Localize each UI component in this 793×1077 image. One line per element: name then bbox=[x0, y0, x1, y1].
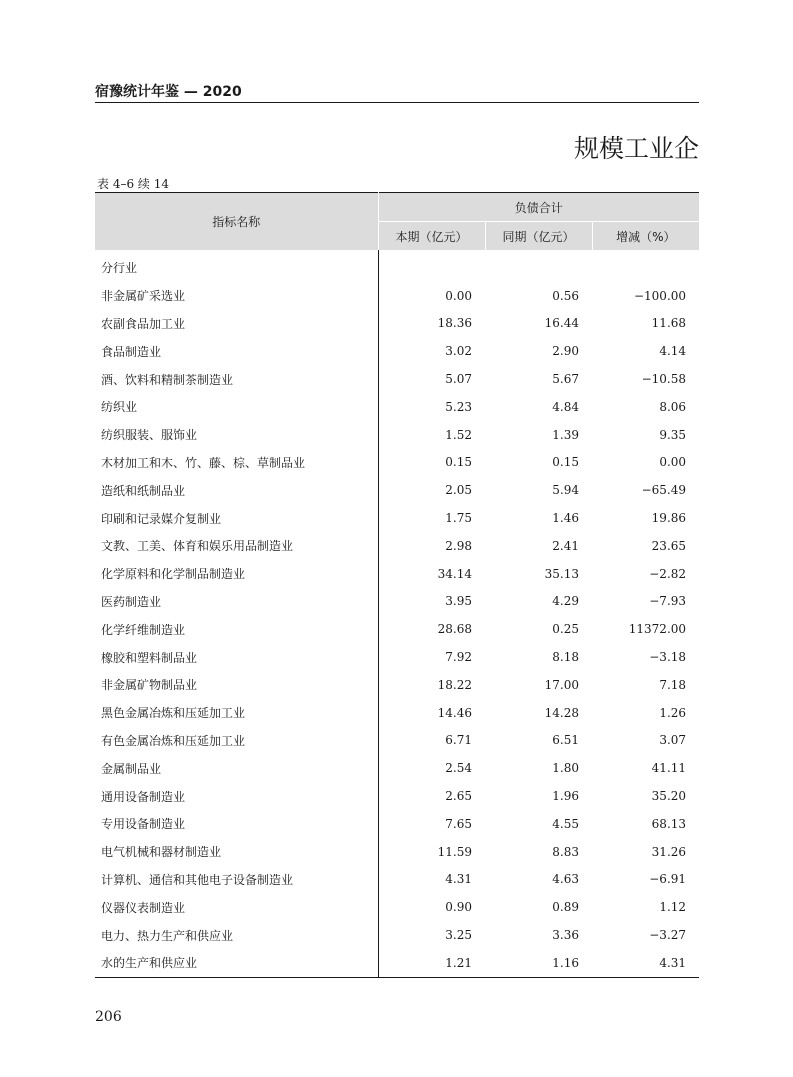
previous-value-cell: 4.84 bbox=[552, 399, 579, 414]
change-percent-cell: 11372.00 bbox=[628, 622, 687, 637]
table-row bbox=[95, 921, 699, 949]
current-value-cell: 18.36 bbox=[437, 316, 472, 331]
previous-value-cell: 16.44 bbox=[544, 316, 579, 331]
current-value-cell: 5.07 bbox=[445, 372, 472, 387]
current-value-cell: 11.59 bbox=[437, 844, 472, 859]
change-percent-cell: 11.68 bbox=[651, 316, 687, 331]
industry-name-cell: 非金属矿采选业 bbox=[95, 282, 378, 310]
table-row bbox=[95, 365, 699, 393]
indicator-name-header: 指标名称 bbox=[95, 193, 378, 251]
change-percent-cell: 3.07 bbox=[659, 733, 687, 748]
table-row bbox=[95, 476, 699, 504]
change-percent-cell: 1.26 bbox=[659, 705, 687, 720]
table-row bbox=[95, 727, 699, 755]
change-percent-cell: −2.82 bbox=[649, 566, 687, 581]
table-row bbox=[95, 866, 699, 894]
liabilities-table bbox=[95, 192, 699, 978]
table-caption: 表 4–6 续 14 bbox=[97, 177, 169, 191]
change-percent-cell: 31.26 bbox=[651, 844, 687, 859]
previous-value-cell: 17.00 bbox=[544, 677, 579, 692]
change-percent-cell: 19.86 bbox=[651, 511, 687, 526]
current-value-cell: 2.98 bbox=[445, 538, 472, 553]
table-row bbox=[95, 754, 699, 782]
current-value-cell: 0.15 bbox=[445, 455, 472, 470]
previous-value-cell: 8.18 bbox=[552, 650, 579, 665]
table-row bbox=[95, 671, 699, 699]
industry-name-cell: 电力、热力生产和供应业 bbox=[95, 921, 378, 949]
industry-name-cell: 木材加工和木、竹、藤、棕、草制品业 bbox=[95, 449, 378, 477]
previous-value-cell: 1.80 bbox=[552, 761, 579, 776]
change-percent-cell: −7.93 bbox=[649, 594, 687, 609]
current-value-cell: 1.52 bbox=[445, 427, 472, 442]
table-row bbox=[95, 615, 699, 643]
current-value-cell: 4.31 bbox=[445, 872, 472, 887]
current-value-cell: 1.75 bbox=[445, 511, 472, 526]
industry-name-cell: 印刷和记录媒介复制业 bbox=[95, 504, 378, 532]
previous-value-cell: 5.94 bbox=[552, 483, 579, 498]
previous-value-cell: 5.67 bbox=[552, 372, 579, 387]
change-percent-cell: −3.18 bbox=[649, 650, 687, 665]
change-percent-cell: 68.13 bbox=[651, 816, 687, 831]
current-value-cell: 28.68 bbox=[437, 622, 472, 637]
previous-value-cell: 3.36 bbox=[552, 928, 579, 943]
change-percent-cell: −6.91 bbox=[649, 872, 687, 887]
change-percent-cell: 0.00 bbox=[659, 455, 687, 470]
change-percent-cell: −10.58 bbox=[641, 372, 687, 387]
change-percent-cell: −3.27 bbox=[649, 928, 687, 943]
industry-name-cell: 金属制品业 bbox=[95, 754, 378, 782]
industry-name-cell: 橡胶和塑料制品业 bbox=[95, 643, 378, 671]
previous-value-cell: 1.16 bbox=[485, 949, 592, 977]
table-row bbox=[95, 643, 699, 671]
section-title: 规模工业企 bbox=[573, 134, 699, 163]
current-value-cell: 18.22 bbox=[437, 677, 472, 692]
industry-name-cell: 计算机、通信和其他电子设备制造业 bbox=[95, 866, 378, 894]
current-value-cell: 6.71 bbox=[445, 733, 472, 748]
current-value-cell: 0.90 bbox=[445, 900, 472, 915]
previous-value-cell: 2.90 bbox=[552, 344, 579, 359]
industry-name-cell: 化学原料和化学制品制造业 bbox=[95, 560, 378, 588]
previous-value-cell: 4.29 bbox=[552, 594, 579, 609]
table-row bbox=[95, 282, 699, 310]
current-value-cell: 1.21 bbox=[378, 949, 485, 977]
change-percent-cell: 8.06 bbox=[659, 399, 687, 414]
current-value-cell: 3.95 bbox=[445, 594, 472, 609]
table-row bbox=[95, 504, 699, 532]
table-row bbox=[95, 893, 699, 921]
table-row bbox=[95, 393, 699, 421]
change-percent-cell: −100.00 bbox=[633, 288, 687, 303]
table-row bbox=[95, 560, 699, 588]
category-label: 分行业 bbox=[95, 250, 378, 282]
same-period-header: 同期（亿元） bbox=[485, 222, 592, 251]
industry-name-cell: 纺织业 bbox=[95, 393, 378, 421]
industry-name-cell: 食品制造业 bbox=[95, 337, 378, 365]
industry-name-cell: 电气机械和器材制造业 bbox=[95, 838, 378, 866]
industry-name-cell: 酒、饮料和精制茶制造业 bbox=[95, 365, 378, 393]
table-row bbox=[95, 782, 699, 810]
table-row bbox=[95, 699, 699, 727]
previous-value-cell: 2.41 bbox=[552, 538, 579, 553]
header-rule bbox=[95, 102, 699, 103]
current-period-header: 本期（亿元） bbox=[378, 222, 485, 251]
current-value-cell: 14.46 bbox=[437, 705, 472, 720]
previous-value-cell: 0.56 bbox=[552, 288, 579, 303]
current-value-cell: 2.65 bbox=[445, 789, 472, 804]
current-value-cell: 3.25 bbox=[445, 928, 472, 943]
table-row bbox=[95, 532, 699, 560]
current-value-cell: 34.14 bbox=[437, 566, 472, 581]
table-row bbox=[95, 838, 699, 866]
industry-name-cell: 水的生产和供应业 bbox=[95, 949, 378, 977]
change-percent-cell: 35.20 bbox=[651, 789, 687, 804]
industry-name-cell: 农副食品加工业 bbox=[95, 310, 378, 338]
change-percent-header: 增减（%） bbox=[592, 222, 699, 251]
current-value-cell: 2.54 bbox=[445, 761, 472, 776]
current-value-cell: 5.23 bbox=[445, 399, 472, 414]
previous-value-cell: 4.63 bbox=[552, 872, 579, 887]
industry-name-cell: 专用设备制造业 bbox=[95, 810, 378, 838]
table-row bbox=[95, 421, 699, 449]
previous-value-cell: 8.83 bbox=[552, 844, 579, 859]
change-percent-cell: 7.18 bbox=[659, 677, 687, 692]
current-value-cell: 3.02 bbox=[445, 344, 472, 359]
industry-name-cell: 医药制造业 bbox=[95, 588, 378, 616]
industry-name-cell: 文教、工美、体育和娱乐用品制造业 bbox=[95, 532, 378, 560]
previous-value-cell: 6.51 bbox=[552, 733, 579, 748]
current-value-cell: 2.05 bbox=[445, 483, 472, 498]
category-row bbox=[95, 250, 699, 282]
previous-value-cell: 1.39 bbox=[552, 427, 579, 442]
industry-name-cell: 造纸和纸制品业 bbox=[95, 476, 378, 504]
change-percent-cell: 4.31 bbox=[592, 949, 699, 977]
table-row bbox=[95, 810, 699, 838]
previous-value-cell: 1.96 bbox=[552, 789, 579, 804]
industry-name-cell: 化学纤维制造业 bbox=[95, 615, 378, 643]
change-percent-cell: 1.12 bbox=[659, 900, 687, 915]
change-percent-cell: 23.65 bbox=[651, 538, 687, 553]
previous-value-cell: 35.13 bbox=[544, 566, 579, 581]
change-percent-cell: 9.35 bbox=[659, 427, 687, 442]
previous-value-cell: 14.28 bbox=[544, 705, 579, 720]
running-title: 宿豫统计年鉴 — 2020 bbox=[95, 84, 242, 100]
current-value-cell: 7.92 bbox=[445, 650, 472, 665]
table-row bbox=[95, 588, 699, 616]
previous-value-cell: 0.25 bbox=[552, 622, 579, 637]
current-value-cell: 0.00 bbox=[445, 288, 472, 303]
industry-name-cell: 黑色金属冶炼和压延加工业 bbox=[95, 699, 378, 727]
industry-name-cell: 非金属矿物制品业 bbox=[95, 671, 378, 699]
change-percent-cell: −65.49 bbox=[641, 483, 687, 498]
table-row bbox=[95, 449, 699, 477]
industry-name-cell: 纺织服装、服饰业 bbox=[95, 421, 378, 449]
page-number: 206 bbox=[95, 1009, 122, 1025]
table-row bbox=[95, 310, 699, 338]
previous-value-cell: 1.46 bbox=[552, 511, 579, 526]
industry-name-cell: 通用设备制造业 bbox=[95, 782, 378, 810]
table-row bbox=[95, 337, 699, 365]
industry-name-cell: 有色金属冶炼和压延加工业 bbox=[95, 727, 378, 755]
previous-value-cell: 4.55 bbox=[552, 816, 579, 831]
industry-name-cell: 仪器仪表制造业 bbox=[95, 893, 378, 921]
previous-value-cell: 0.89 bbox=[552, 900, 579, 915]
previous-value-cell: 0.15 bbox=[552, 455, 579, 470]
current-value-cell: 7.65 bbox=[445, 816, 472, 831]
change-percent-cell: 41.11 bbox=[651, 761, 687, 776]
liabilities-total-header: 负债合计 bbox=[378, 193, 699, 222]
table-row bbox=[95, 949, 699, 977]
change-percent-cell: 4.14 bbox=[659, 344, 687, 359]
